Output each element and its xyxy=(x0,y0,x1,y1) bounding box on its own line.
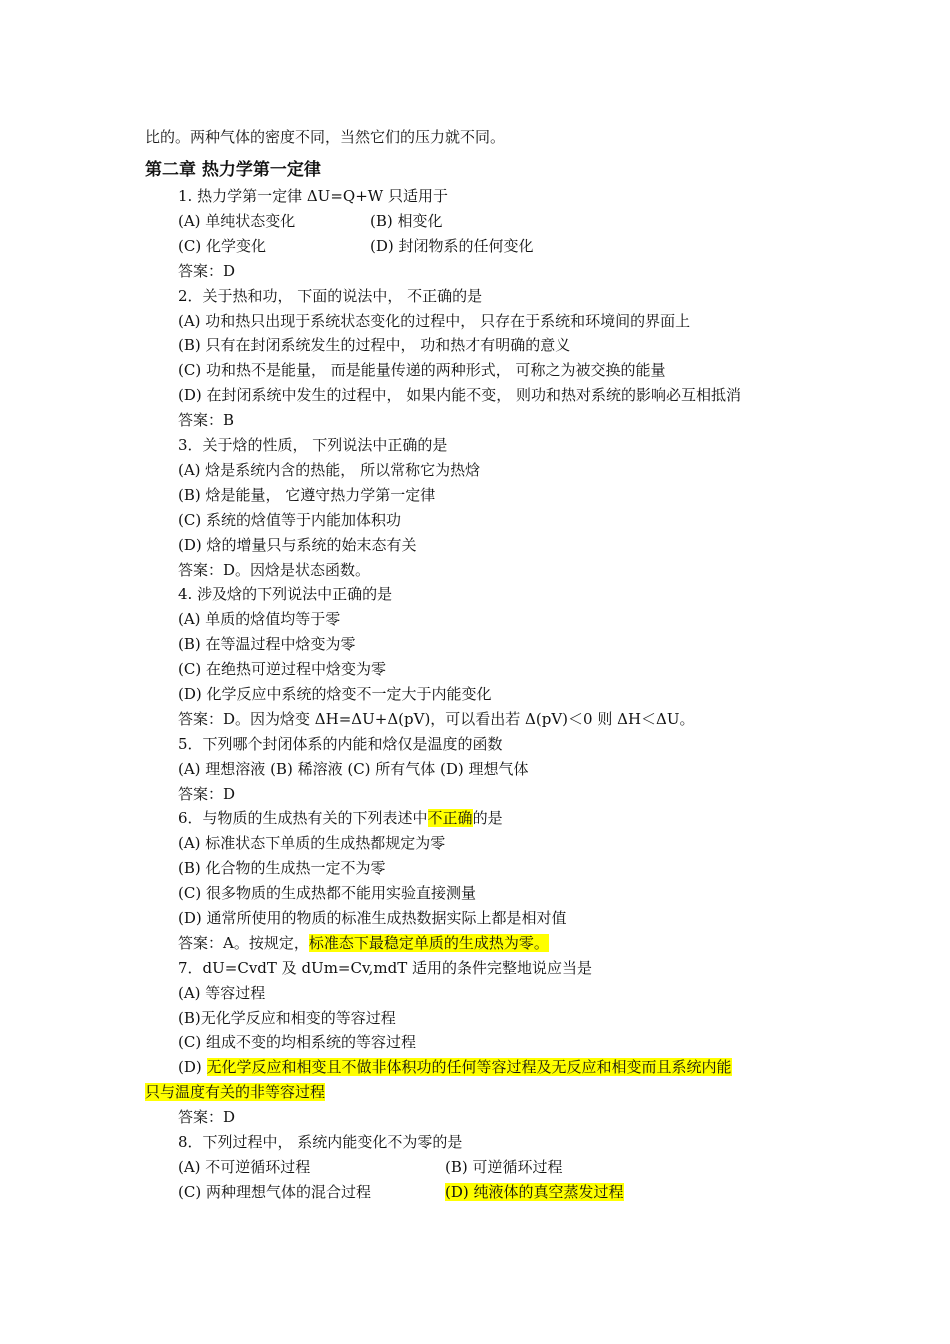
q3-option-b: (B) 焓是能量， 它遵守热力学第一定律 xyxy=(178,486,436,504)
q7-stem: 7．dU=CvdT 及 dUm=Cv,mdT 适用的条件完整地说应当是 xyxy=(178,959,593,977)
q8-option-d-highlight: (D) 纯液体的真空蒸发过程 xyxy=(445,1183,624,1201)
q1-option-d: (D) 封闭物系的任何变化 xyxy=(370,237,534,255)
q3-answer: 答案：D。因焓是状态函数。 xyxy=(178,561,371,579)
q6-answer-highlight: 标准态下最稳定单质的生成热为零。 xyxy=(308,934,549,952)
q7-option-c: (C) 组成不变的均相系统的等容过程 xyxy=(178,1033,416,1051)
q4-option-a: (A) 单质的焓值均等于零 xyxy=(178,610,341,628)
q1-stem: 1. 热力学第一定律 ΔU=Q+W 只适用于 xyxy=(178,187,448,205)
q5-answer: 答案：D xyxy=(178,785,236,803)
q1-option-b: (B) 相变化 xyxy=(370,212,443,230)
q8-option-c: (C) 两种理想气体的混合过程 xyxy=(178,1183,371,1201)
intro-line: 比的。两种气体的密度不同，当然它们的压力就不同。 xyxy=(145,128,506,146)
q7-option-a: (A) 等容过程 xyxy=(178,984,266,1002)
q8-option-b: (B) 可逆循环过程 xyxy=(445,1158,563,1176)
q3-option-d: (D) 焓的增量只与系统的始末态有关 xyxy=(178,536,417,554)
q4-option-c: (C) 在绝热可逆过程中焓变为零 xyxy=(178,660,386,678)
q6-stem-after: 的是 xyxy=(472,809,503,827)
q7-option-d-highlight-line2: 只与温度有关的非等容过程 xyxy=(145,1083,326,1101)
q6-stem-highlight: 不正确 xyxy=(427,809,473,827)
q3-option-a: (A) 焓是系统内含的热能， 所以常称它为热焓 xyxy=(178,461,481,479)
q5-options: (A) 理想溶液 (B) 稀溶液 (C) 所有气体 (D) 理想气体 xyxy=(178,760,529,778)
q2-option-a: (A) 功和热只出现于系统状态变化的过程中， 只存在于系统和环境间的界面上 xyxy=(178,312,691,330)
q7-option-d-continuation xyxy=(145,1081,325,1103)
q6-option-c: (C) 很多物质的生成热都不能用实验直接测量 xyxy=(178,884,476,902)
q8-stem: 8．下列过程中， 系统内能变化不为零的是 xyxy=(178,1133,463,1151)
q4-option-d: (D) 化学反应中系统的焓变不一定大于内能变化 xyxy=(178,685,492,703)
q6-answer-prefix: 答案：A。按规定， xyxy=(178,934,309,952)
q4-option-b: (B) 在等温过程中焓变为零 xyxy=(178,635,356,653)
q4-stem: 4. 涉及焓的下列说法中正确的是 xyxy=(178,585,393,603)
q6-stem-before: 6．与物质的生成热有关的下列表述中 xyxy=(178,809,428,827)
q6-option-a: (A) 标准状态下单质的生成热都规定为零 xyxy=(178,834,446,852)
chapter-title: 第二章 热力学第一定律 xyxy=(145,160,321,180)
q1-option-a: (A) 单纯状态变化 xyxy=(178,212,296,230)
q1-answer: 答案：D xyxy=(178,262,236,280)
q2-answer: 答案：B xyxy=(178,411,235,429)
q7-option-d-label: (D) xyxy=(178,1058,207,1076)
q6-option-b: (B) 化合物的生成热一定不为零 xyxy=(178,859,386,877)
q5-stem: 5．下列哪个封闭体系的内能和焓仅是温度的函数 xyxy=(178,735,503,753)
q7-option-b: (B)无化学反应和相变的等容过程 xyxy=(178,1009,396,1027)
q7-answer: 答案：D xyxy=(178,1108,236,1126)
q3-option-c: (C) 系统的焓值等于内能加体积功 xyxy=(178,511,401,529)
q1-option-c: (C) 化学变化 xyxy=(178,237,266,255)
q2-stem: 2．关于热和功， 下面的说法中， 不正确的是 xyxy=(178,287,483,305)
q8-option-a: (A) 不可逆循环过程 xyxy=(178,1158,311,1176)
q2-option-b: (B) 只有在封闭系统发生的过程中， 功和热才有明确的意义 xyxy=(178,336,571,354)
q7-option-d-highlight-line1: 无化学反应和相变且不做非体积功的任何等容过程及无反应和相变而且系统内能 xyxy=(206,1058,732,1076)
q4-answer: 答案：D。因为焓变 ΔH=ΔU+Δ(pV)，可以看出若 Δ(pV)＜0 则 ΔH＜ΔU。 xyxy=(178,710,695,728)
q7-option-d xyxy=(178,1056,732,1078)
q2-option-d: (D) 在封闭系统中发生的过程中， 如果内能不变， 则功和热对系统的影响必互相抵消 xyxy=(178,386,742,404)
q8-option-d xyxy=(445,1181,624,1203)
q6-option-d: (D) 通常所使用的物质的标准生成热数据实际上都是相对值 xyxy=(178,909,567,927)
q3-stem: 3．关于焓的性质， 下列说法中正确的是 xyxy=(178,436,448,454)
q6-stem xyxy=(178,807,503,829)
q2-option-c: (C) 功和热不是能量， 而是能量传递的两种形式， 可称之为被交换的能量 xyxy=(178,361,666,379)
q6-answer xyxy=(178,932,549,954)
